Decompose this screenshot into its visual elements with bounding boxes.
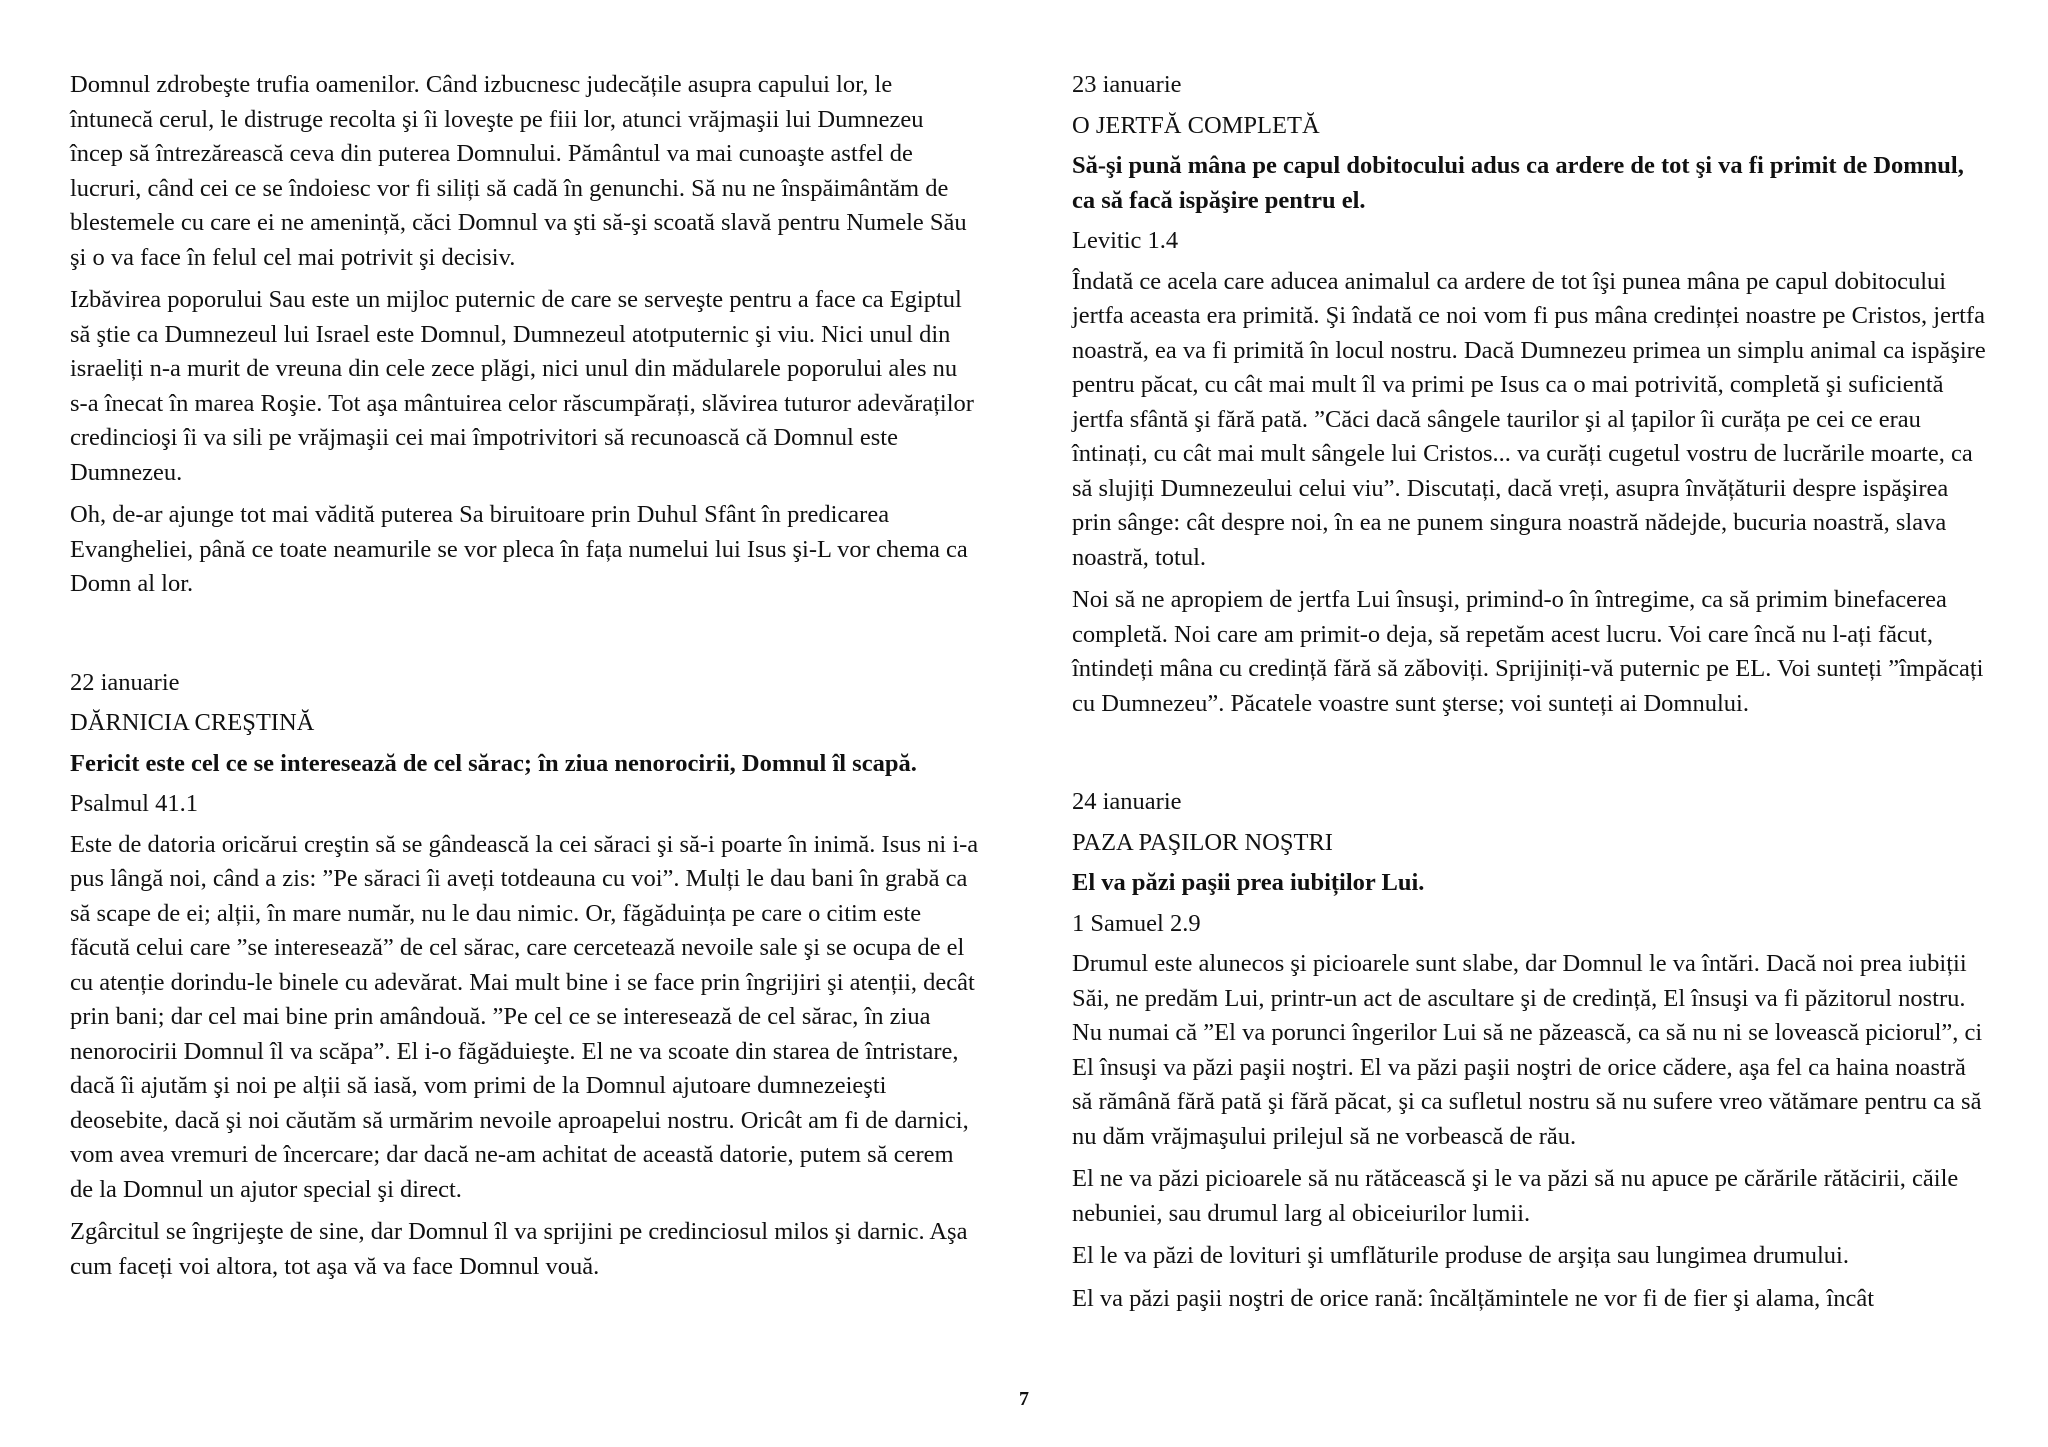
body-paragraph: Drumul este alunecos şi picioarele sunt slabe, dar Domnul le va întări. Dacă noi prea iubiții Săi, ne predăm Lui, printr-un act de ascultare şi de credință, El însuşi va fi păzitorul nostru. Nu numai că ”El va porunci îngerilor Lui să ne păzească, ca să nu ni se lovească piciorul”, ci El însuşi va păzi paşii noştri. El va păzi paşii noştri de orice cădere, aşa fel ca haina noastră să rămână fără pată şi fără păcat, şi ca sufletul nostru să nu sufere vreo vătămare pentru ca să nu dăm vrăjmaşului prilejul să ne vorbească de rău.: [1072, 950, 1983, 1150]
body-paragraph: Domnul zdrobeşte trufia oamenilor. Când izbucnesc judecățile asupra capului lor, le întunecă cerul, le distruge recolta şi îi loveşte pe fiii lor, atunci vrăjmaşii lui Dumnezeu încep să întrezărească ceva din puterea Domnului. Pământul va mai cunoaşte astfel de lucruri, când cei ce se îndoiesc vor fi siliți să cadă în genunchi. Să nu ne înspăimântăm de blestemele cu care ei ne amenință, căci Domnul va şti să-şi scoată slavă pentru Numele Său şi o va face în felul cel mai potrivit şi decisiv.: [70, 71, 967, 271]
body-paragraph: El ne va păzi picioarele să nu rătăcească şi le va păzi să nu apuce pe cărările rătăcirii, căile nebuniei, sau drumul larg al obiceiurilor lumii.: [1072, 1165, 1959, 1227]
entry-date: 22 ianuarie: [70, 668, 180, 696]
entry-verse: Fericit este cel ce se interesează de cel sărac; în ziua nenorocirii, Domnul îl scapă.: [70, 749, 917, 777]
devotional-entry-23: [1072, 68, 1992, 721]
body-paragraph: El le va păzi de lovituri şi umflăturile produse de arşița sau lungimea drumului.: [1072, 1242, 1849, 1269]
section-gap: [70, 610, 980, 666]
entry-reference: Psalmul 41.1: [70, 790, 198, 817]
entry-title: PAZA PAŞILOR NOŞTRI: [1072, 828, 1333, 856]
devotional-entry-24: [1072, 785, 1992, 1316]
entry-title: DĂRNICIA CREŞTINĂ: [70, 709, 315, 736]
entry-verse: Să-şi pună mâna pe capul dobitocului adus ca ardere de tot şi va fi primit de Domnul, ca să facă ispăşire pentru el.: [1072, 152, 1964, 214]
entry-date: 23 ianuarie: [1072, 71, 1182, 98]
body-paragraph: Zgârcitul se îngrijeşte de sine, dar Domnul îl va sprijini pe credinciosul milos şi darnic. Aşa cum faceți voi altora, tot aşa vă va face Domnul vouă.: [70, 1218, 968, 1280]
body-paragraph: Îndată ce acela care aducea animalul ca ardere de tot îşi punea mâna pe capul dobitocului jertfa aceasta era primită. Şi îndată ce noi vom fi pus mâna credinței noastre pe Cristos, jertfa noastră, ea va fi primită în locul nostru. Dacă Dumnezeu primea un simplu animal ca ispăşire pentru păcat, cu cât mai mult îl va primi pe Isus ca o mai potrivită, completă şi suficientă jertfa sfântă şi fără pată. ”Căci dacă sângele taurilor şi al țapilor îi curăța pe cei ce erau întinați, cu cât mai mult sângele lui Cristos... va curăți cugetul vostru de lucrările moarte, ca să slujiți Dumnezeului celui viu”. Discutați, dacă vreți, asupra învățăturii despre ispăşirea prin sânge: cât despre noi, în ea ne punem singura noastră nădejde, bucuria noastră, slava noastră, totul.: [1072, 267, 1986, 571]
body-paragraph: Oh, de-ar ajunge tot mai vădită puterea Sa biruitoare prin Duhul Sfânt în predicarea Evangheliei, până ce toate neamurile se vor pleca în fața numelui lui Isus şi-L vor chema ca Domn al lor.: [70, 501, 968, 597]
entry-date: 24 ianuarie: [1072, 788, 1182, 815]
body-paragraph: El va păzi paşii noştri de orice rană: încălțămintele ne vor fi de fier şi alama, încât: [1072, 1284, 1875, 1312]
body-paragraph: Izbăvirea poporului Sau este un mijloc puternic de care se serveşte pentru a face ca Egiptul să ştie ca Dumnezeul lui Israel este Domnul, Dumnezeul atotputernic şi viu. Nici unul din israeliți n-a murit de vreuna din cele zece plăgi, nici unul din mădularele poporului ales nu s-a înecat în marea Roşie. Tot aşa mântuirea celor răscumpărați, slăvirea tuturor adevăraților credincioşi îi va sili pe vrăjmaşii cei mai împotrivitori să recunoască că Domnul este Dumnezeu.: [70, 286, 974, 486]
entry-reference: 1 Samuel 2.9: [1072, 909, 1201, 937]
entry-reference: Levitic 1.4: [1072, 227, 1179, 254]
entry-title: O JERTFĂ COMPLETĂ: [1072, 111, 1320, 139]
section-gap: [1072, 729, 1992, 785]
body-paragraph: Este de datoria oricărui creştin să se gândească la cei săraci şi să-i poarte în inimă. Isus ni i-a pus lângă noi, când a zis: ”Pe săraci îi aveți totdeauna cu voi”. Mulți le dau bani în grabă ca să scape de ei; alții, în mare număr, nu le dau nimic. Or, făgăduința pe care o citim este făcută celui care ”se interesează” de cel sărac, care cercetează nevoile sale şi se ocupa de el cu atenție dorindu-le binele cu adevărat. Mai mult bine i se face prin îngrijiri şi atenții, decât prin bani; dar cel mai bine prin amândouă. ”Pe cel ce se interesează de cel sărac, în ziua nenorocirii Domnul îl va scăpa”. El i-o făgăduieşte. El ne va scoate din starea de întristare, dacă îi ajutăm şi noi pe alții să iasă, vom primi de la Domnul ajutoare dumnezeieşti deosebite, dacă şi noi căutăm să urmărim nevoile aproapelui nostru. Oricât am fi de darnici, vom avea vremuri de încercare; dar dacă ne-am achitat de această datorie, putem să cerem de la Domnul un ajutor special şi direct.: [70, 830, 979, 1203]
devotional-entry-22: [70, 666, 980, 1285]
left-column: [70, 68, 980, 1292]
right-column: [1072, 68, 1992, 1324]
body-paragraph: Noi să ne apropiem de jertfa Lui însuşi, primind-o în întregime, ca să primim binefacerea completă. Noi care am primit-o deja, să repetăm acest lucru. Voi care încă nu l-ați făcut, întindeți mâna cu credință fără să zăboviți. Sprijiniți-vă puternic pe EL. Voi sunteți ”împăcați cu Dumnezeu”. Păcatele voastre sunt şterse; voi sunteți ai Domnului.: [1072, 586, 1984, 717]
entry-verse: El va păzi paşii prea iubiților Lui.: [1072, 869, 1425, 896]
page-number: 7: [1019, 1388, 1029, 1410]
